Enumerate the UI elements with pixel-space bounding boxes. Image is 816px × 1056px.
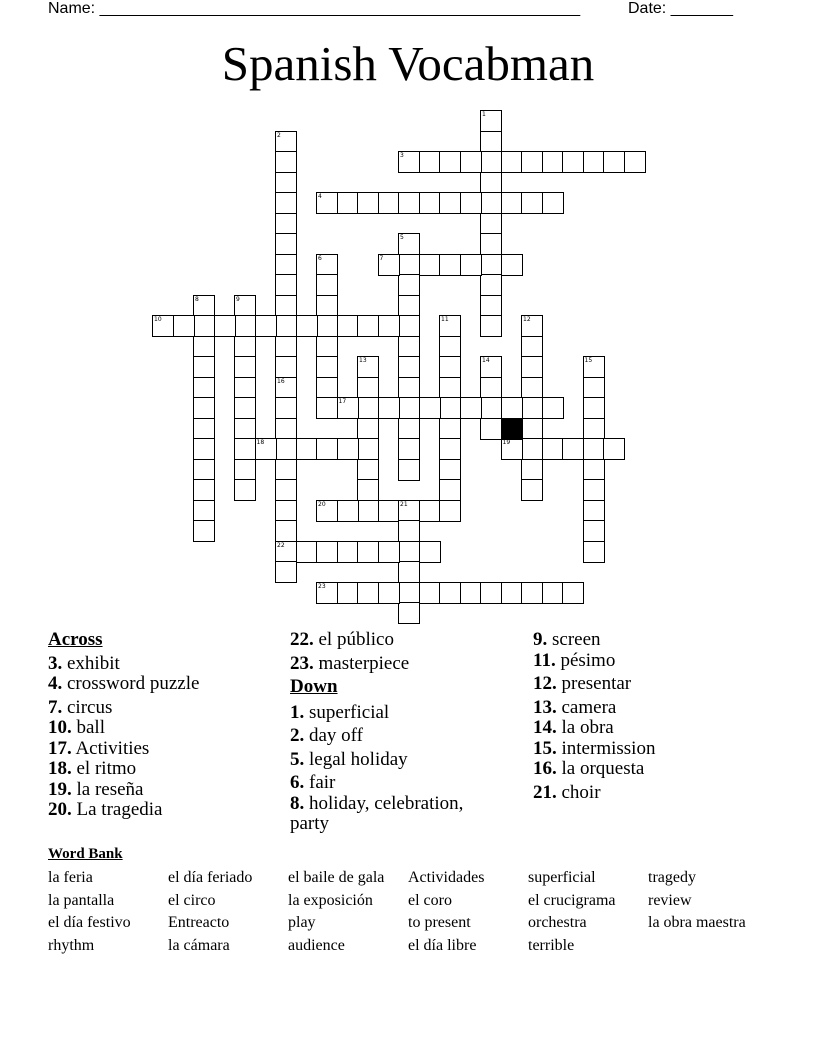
crossword-cell[interactable]: [521, 192, 543, 214]
crossword-cell[interactable]: [357, 192, 379, 214]
crossword-cell[interactable]: [398, 397, 420, 419]
crossword-cell[interactable]: [501, 582, 523, 604]
down-clue-21: 21. choir: [533, 781, 601, 803]
clue-number-12: 12: [523, 316, 531, 323]
crossword-cell[interactable]: [316, 377, 338, 399]
crossword-cell[interactable]: [378, 397, 400, 419]
crossword-cell[interactable]: [357, 541, 379, 563]
crossword-cell[interactable]: [337, 582, 359, 604]
crossword-cell[interactable]: [480, 151, 502, 173]
crossword-cell[interactable]: [460, 397, 482, 419]
crossword-cell[interactable]: [275, 397, 297, 419]
clue-number-2: 2: [277, 131, 281, 139]
crossword-cell[interactable]: [398, 295, 420, 317]
clue-number-7: 7: [379, 254, 384, 262]
across-clue-22: 22. el público: [290, 629, 394, 650]
down-clue-11: 11. pésimo: [533, 649, 616, 671]
black-square: [501, 418, 523, 440]
word-bank-item: el baile de gala: [288, 869, 385, 886]
down-clue-12: 12. presentar: [533, 673, 632, 694]
clue-number-17: 17: [338, 398, 347, 405]
clue-number-19: 19: [502, 439, 511, 446]
crossword-cell[interactable]: [521, 151, 543, 173]
crossword-cell[interactable]: [521, 582, 543, 604]
crossword-cell[interactable]: [378, 541, 400, 563]
crossword-cell[interactable]: [562, 438, 584, 460]
clue-number-4: 4: [318, 193, 322, 200]
crossword-cell[interactable]: [439, 397, 461, 419]
crossword-cell[interactable]: [419, 397, 441, 419]
word-bank-item: Entreacto: [168, 914, 230, 931]
clue-number-11: 11: [441, 316, 449, 323]
crossword-cell[interactable]: [460, 151, 482, 173]
crossword-cell[interactable]: [398, 438, 420, 460]
crossword-cell[interactable]: [439, 192, 461, 214]
word-bank-item: el coro: [408, 891, 452, 909]
crossword-cell[interactable]: [439, 438, 461, 460]
crossword-cell[interactable]: [173, 315, 195, 337]
crossword-cell[interactable]: [357, 438, 379, 460]
across-clue-10: 10. ball: [48, 717, 105, 738]
crossword-cell[interactable]: [439, 479, 461, 501]
across-clue-17: 17. Activities: [48, 737, 150, 759]
word-bank-column: [648, 867, 746, 935]
crossword-cell[interactable]: [296, 541, 318, 563]
crossword-cell[interactable]: [378, 315, 400, 337]
crossword-cell[interactable]: [193, 356, 215, 378]
date-field[interactable]: Date: _______: [628, 0, 733, 17]
crossword-cell[interactable]: [583, 151, 605, 173]
crossword-cell[interactable]: [275, 500, 297, 522]
word-bank-item: review: [648, 891, 692, 909]
crossword-cell[interactable]: [501, 151, 523, 173]
crossword-cell[interactable]: [583, 541, 605, 563]
crossword-cell[interactable]: [521, 356, 543, 378]
down-clue-6: 6. fair: [290, 772, 336, 793]
crossword-cell[interactable]: [542, 438, 564, 460]
crossword-cell[interactable]: [398, 192, 420, 214]
crossword-cell[interactable]: [583, 500, 605, 522]
crossword-cell[interactable]: [398, 561, 420, 583]
crossword-cell[interactable]: [234, 315, 256, 337]
crossword-cell[interactable]: [480, 254, 502, 276]
crossword-cell[interactable]: [460, 254, 482, 276]
word-bank-item: superficial: [528, 869, 596, 886]
word-bank-item: la cámara: [168, 936, 230, 954]
crossword-cell[interactable]: [275, 315, 297, 337]
crossword-cell[interactable]: [193, 315, 215, 337]
crossword-cell[interactable]: [521, 336, 543, 358]
word-bank-column: [48, 867, 131, 957]
crossword-cell[interactable]: [480, 192, 502, 214]
crossword-cell[interactable]: [542, 397, 564, 419]
crossword-cell[interactable]: [275, 438, 297, 460]
word-bank-item: play: [288, 914, 316, 931]
crossword-cell[interactable]: [419, 151, 441, 173]
crossword-cell[interactable]: [275, 295, 297, 317]
crossword-cell[interactable]: [603, 151, 625, 173]
crossword-cell[interactable]: [316, 397, 338, 419]
crossword-cell[interactable]: [521, 377, 543, 399]
crossword-cell[interactable]: [419, 192, 441, 214]
crossword-cell[interactable]: [439, 582, 461, 604]
down-clue-13: 13. camera: [533, 696, 617, 718]
clue-number-13: 13: [359, 357, 367, 364]
crossword-cell[interactable]: [275, 459, 297, 481]
crossword-cell[interactable]: [480, 315, 502, 337]
crossword-cell[interactable]: [378, 500, 400, 522]
crossword-cell[interactable]: [398, 377, 420, 399]
word-bank-item: la pantalla: [48, 891, 115, 909]
crossword-cell[interactable]: [398, 602, 420, 624]
crossword-cell[interactable]: [398, 459, 420, 481]
crossword-cell[interactable]: [275, 418, 297, 440]
crossword-cell[interactable]: [316, 295, 338, 317]
crossword-cell[interactable]: [398, 418, 420, 440]
clues-col2: [290, 630, 530, 835]
across-clue-23: 23. masterpiece: [290, 652, 410, 674]
crossword-cell[interactable]: [275, 336, 297, 358]
clue-number-16: 16: [277, 377, 285, 385]
crossword-cell[interactable]: [480, 233, 502, 255]
crossword-cell[interactable]: [583, 418, 605, 440]
crossword-cell[interactable]: [193, 397, 215, 419]
crossword-cell[interactable]: [275, 520, 297, 542]
crossword-cell[interactable]: [583, 397, 605, 419]
page-title: Spanish Vocabman: [221, 36, 595, 91]
word-bank-column: [288, 867, 384, 957]
crossword-cell[interactable]: [398, 254, 420, 276]
crossword-cell[interactable]: [234, 336, 256, 358]
crossword-cell[interactable]: [521, 418, 543, 440]
clue-number-23: 23: [318, 582, 326, 590]
crossword-cell[interactable]: [234, 356, 256, 378]
crossword-cell[interactable]: [419, 582, 441, 604]
crossword-cell[interactable]: [275, 479, 297, 501]
crossword-cell[interactable]: [193, 500, 215, 522]
crossword-cell[interactable]: [542, 582, 564, 604]
clue-number-22: 22: [277, 541, 285, 549]
crossword-cell[interactable]: [337, 315, 359, 337]
across-heading: Across: [48, 629, 103, 650]
across-clue-19: 19. la reseña: [48, 778, 144, 800]
crossword-cell[interactable]: [521, 438, 543, 460]
word-bank-item: la exposición: [288, 891, 373, 909]
crossword-cell[interactable]: [234, 479, 256, 501]
word-bank-item: el circo: [168, 891, 216, 909]
word-bank-item: la obra maestra: [648, 914, 746, 931]
crossword-cell[interactable]: [316, 541, 338, 563]
crossword-cell[interactable]: [275, 561, 297, 583]
clue-number-14: 14: [482, 357, 490, 364]
crossword-cell[interactable]: [234, 397, 256, 419]
crossword-cell[interactable]: [337, 438, 359, 460]
crossword-cell[interactable]: [583, 438, 605, 460]
clue-number-1: 1: [482, 111, 486, 118]
crossword-cell[interactable]: [439, 377, 461, 399]
crossword-cell[interactable]: [624, 151, 646, 173]
word-bank-item: terrible: [528, 936, 575, 954]
word-bank-item: el día festivo: [48, 914, 131, 931]
down-heading: Down: [290, 676, 338, 697]
crossword-cell[interactable]: [562, 582, 584, 604]
crossword-cell[interactable]: [460, 192, 482, 214]
down-clue-16: 16. la orquesta: [533, 758, 645, 779]
crossword-cell[interactable]: [542, 192, 564, 214]
crossword-cell[interactable]: [480, 295, 502, 317]
crossword-cell[interactable]: [460, 582, 482, 604]
crossword-cell[interactable]: [337, 192, 359, 214]
crossword-cell[interactable]: [275, 172, 297, 194]
crossword-cell[interactable]: [275, 254, 297, 276]
crossword-cell[interactable]: [316, 356, 338, 378]
crossword-cell[interactable]: [521, 459, 543, 481]
across-clue-7: 7. circus: [48, 696, 113, 718]
crossword-cell[interactable]: [562, 151, 584, 173]
crossword-cell[interactable]: [193, 418, 215, 440]
crossword-cell[interactable]: [193, 438, 215, 460]
crossword-cell[interactable]: [480, 418, 502, 440]
crossword-cell[interactable]: [214, 315, 236, 337]
crossword-cell[interactable]: [439, 254, 461, 276]
crossword-cell[interactable]: [193, 520, 215, 542]
crossword-cell[interactable]: [439, 356, 461, 378]
down-clue-9: 9. screen: [533, 629, 601, 650]
crossword-cell[interactable]: [419, 500, 441, 522]
word-bank-column: [528, 867, 616, 957]
crossword-cell[interactable]: [275, 192, 297, 214]
word-bank-item: el día libre: [408, 936, 477, 954]
crossword-cell[interactable]: [398, 336, 420, 358]
crossword-cell[interactable]: [583, 520, 605, 542]
crossword-cell[interactable]: [337, 541, 359, 563]
crossword-cell[interactable]: [480, 213, 502, 235]
crossword-cell[interactable]: [378, 192, 400, 214]
clue-number-8: 8: [195, 295, 199, 303]
crossword-cell[interactable]: [234, 459, 256, 481]
crossword-cell[interactable]: [234, 438, 256, 460]
crossword-cell[interactable]: [398, 315, 420, 337]
crossword-cell[interactable]: [357, 377, 379, 399]
crossword-cell[interactable]: [357, 397, 379, 419]
crossword-cell[interactable]: [357, 459, 379, 481]
word-bank-item: rhythm: [48, 936, 95, 954]
across-clue-3: 3. exhibit: [48, 652, 120, 674]
clue-number-15: 15: [584, 357, 593, 364]
word-bank-item: el día feriado: [168, 869, 253, 886]
word-bank-item: orchestra: [528, 914, 587, 931]
crossword-cell[interactable]: [378, 582, 400, 604]
crossword-cell[interactable]: [398, 541, 420, 563]
crossword-cell[interactable]: [480, 397, 502, 419]
word-bank-item: el crucigrama: [528, 891, 616, 909]
clues-col3: [533, 630, 773, 803]
crossword-cell[interactable]: [439, 151, 461, 173]
crossword-cell[interactable]: [501, 192, 523, 214]
crossword-cell[interactable]: [255, 315, 277, 337]
crossword-cell[interactable]: [480, 131, 502, 153]
crossword-cell[interactable]: [193, 377, 215, 399]
crossword-cell[interactable]: [480, 172, 502, 194]
crossword-cell[interactable]: [234, 377, 256, 399]
clue-number-9: 9: [236, 295, 240, 303]
crossword-cell[interactable]: [193, 479, 215, 501]
word-bank-item: tragedy: [648, 869, 696, 886]
crossword-cell[interactable]: [316, 315, 338, 337]
crossword-cell[interactable]: [275, 213, 297, 235]
crossword-cell[interactable]: [275, 233, 297, 255]
crossword-cell[interactable]: [357, 479, 379, 501]
crossword-cell[interactable]: [583, 459, 605, 481]
clue-number-10: 10: [154, 316, 162, 323]
down-clue-14: 14. la obra: [533, 717, 614, 738]
crossword-cell[interactable]: [275, 274, 297, 296]
crossword-cell[interactable]: [398, 274, 420, 296]
down-clue-8: 8. holiday, celebration, party: [290, 792, 464, 834]
crossword-cell[interactable]: [521, 479, 543, 501]
clue-number-6: 6: [318, 254, 322, 262]
crossword-cell[interactable]: [480, 582, 502, 604]
crossword-cell[interactable]: [542, 151, 564, 173]
crossword-cell[interactable]: [501, 397, 523, 419]
down-clue-2: 2. day off: [290, 725, 363, 746]
crossword-cell[interactable]: [275, 356, 297, 378]
clue-number-21: 21: [400, 500, 408, 508]
across-clue-4: 4. crossword puzzle: [48, 673, 200, 694]
crossword-cell[interactable]: [480, 377, 502, 399]
crossword-cell[interactable]: [398, 582, 420, 604]
word-bank-item: audience: [288, 936, 345, 954]
name-field[interactable]: Name: ______________________________________________________: [48, 0, 581, 17]
down-clue-5: 5. legal holiday: [290, 748, 408, 770]
crossword-cell[interactable]: [357, 582, 379, 604]
crossword-cell[interactable]: [193, 336, 215, 358]
crossword-cell[interactable]: [439, 459, 461, 481]
crossword-cell[interactable]: [603, 438, 625, 460]
word-bank-title: Word Bank: [48, 846, 123, 862]
crossword-cell[interactable]: [234, 418, 256, 440]
crossword-cell[interactable]: [296, 315, 318, 337]
crossword-cell[interactable]: [583, 479, 605, 501]
crossword-cell[interactable]: [439, 336, 461, 358]
crossword-cell[interactable]: [357, 500, 379, 522]
clue-number-5: 5: [400, 234, 404, 241]
across-clue-18: 18. el ritmo: [48, 758, 137, 779]
crossword-cell[interactable]: [275, 151, 297, 173]
crossword-cell[interactable]: [316, 438, 338, 460]
across-clue-20: 20. La tragedia: [48, 799, 163, 820]
crossword-cell[interactable]: [357, 418, 379, 440]
crossword-cell[interactable]: [501, 254, 523, 276]
clue-number-20: 20: [318, 500, 326, 508]
crossword-cell[interactable]: [337, 500, 359, 522]
word-bank-column: [168, 867, 252, 957]
word-bank-item: Actividades: [408, 869, 485, 886]
across-clues-col1: [48, 630, 288, 821]
word-bank-column: [408, 867, 484, 957]
down-clue-1: 1. superficial: [290, 701, 390, 723]
crossword-cell[interactable]: [193, 459, 215, 481]
crossword-cell[interactable]: [316, 274, 338, 296]
crossword-cell[interactable]: [419, 541, 441, 563]
crossword-cell[interactable]: [316, 336, 338, 358]
crossword-cell[interactable]: [480, 274, 502, 296]
crossword-cell[interactable]: [419, 254, 441, 276]
word-bank-item: la feria: [48, 869, 93, 886]
word-bank-item: to present: [408, 914, 471, 931]
crossword-cell[interactable]: [398, 520, 420, 542]
crossword-cell[interactable]: [357, 315, 379, 337]
crossword-cell[interactable]: [521, 397, 543, 419]
crossword-cell[interactable]: [296, 438, 318, 460]
clue-number-3: 3: [400, 152, 404, 159]
down-clue-15: 15. intermission: [533, 737, 656, 759]
crossword-cell[interactable]: [439, 500, 461, 522]
crossword-cell[interactable]: [439, 418, 461, 440]
crossword-cell[interactable]: [398, 356, 420, 378]
crossword-cell[interactable]: [583, 377, 605, 399]
clue-number-18: 18: [256, 439, 265, 446]
